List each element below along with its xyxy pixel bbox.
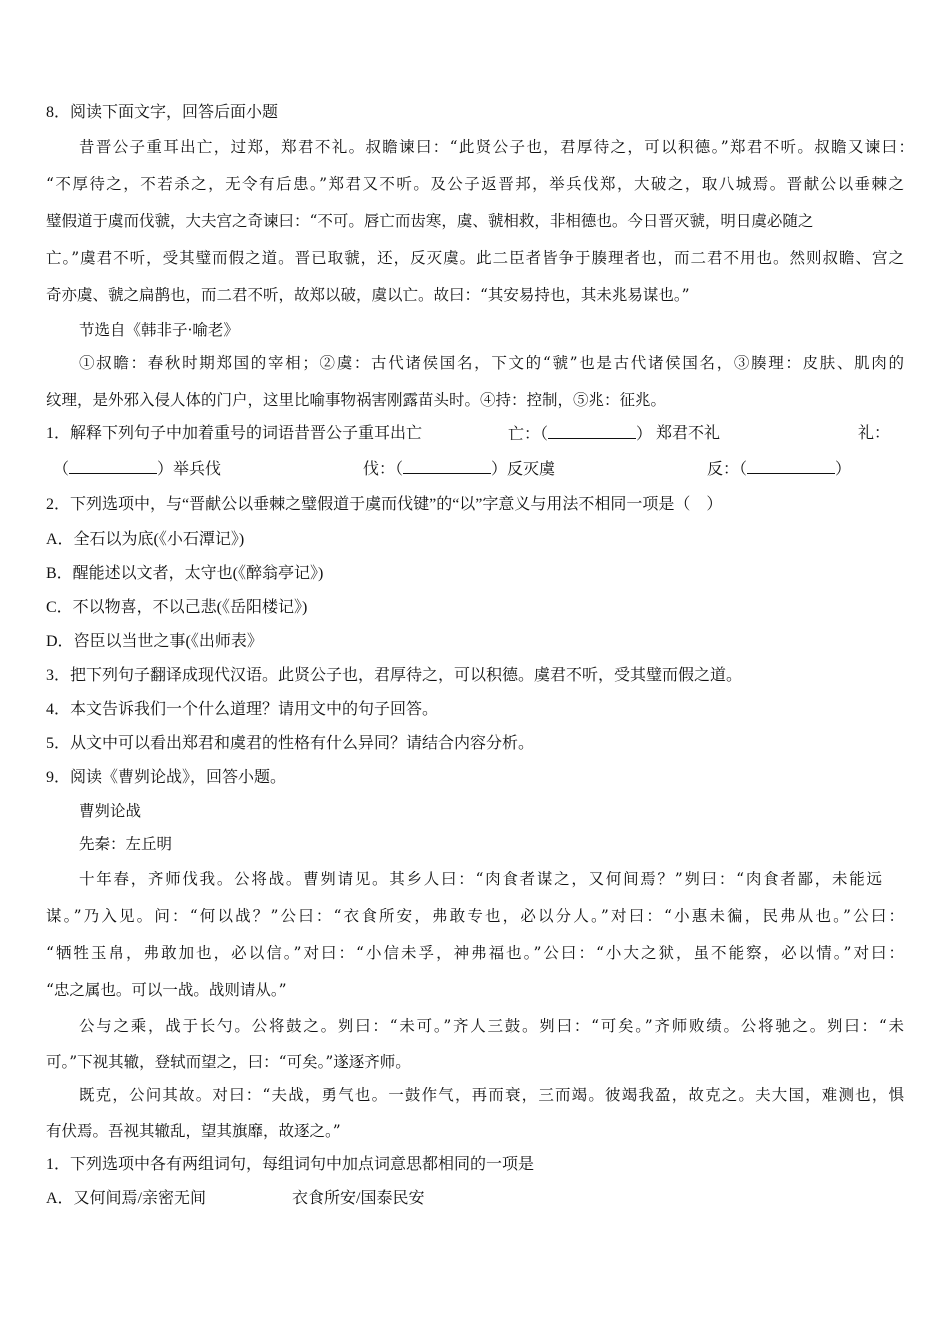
q9-sub1-option-a[interactable]: A．又何间焉/亲密无间 [46,1190,207,1207]
q9-sub1-option-a-pair: 衣食所安/国泰民安 [292,1190,425,1207]
q8-passage-line: 奇亦虞、虢之扁鹊也，而二君不听，故郑以破，虞以亡。故曰：“其安易持也，其未兆易谋也。” [46,286,690,304]
q8-notes-line: 纹理，是外邪入侵人体的门户，这里比喻事物祸害刚露苗头时。④持：控制，⑤兆：征兆。 [46,391,667,409]
answer-blank[interactable] [747,459,835,474]
q8-sub5: 5．从文中可以看出郑君和虞君的性格有什么异同？请结合内容分析。 [46,735,535,752]
q8-sub1-blank2: （ ）举兵伐 [53,461,222,478]
q8-sub1-blank1: 亡：（ ） [508,426,653,443]
answer-blank[interactable] [69,459,157,474]
q8-sub1-stem: 1．解释下列句子中加着重号的词语昔晋公子重耳出亡 [46,425,423,442]
q9-passage-line: 既克，公问其故。对曰：“夫战，勇气也。一鼓作气，再而衰，三而竭。彼竭我盈，故克之。夫大国，难测也，惧 [79,1086,904,1104]
q8-sub4: 4．本文告诉我们一个什么道理？请用文中的句子回答。 [46,701,439,718]
q8-sub2-option[interactable]: B．醒能述以文者，太守也(《醉翁亭记》) [46,565,324,582]
q8-source: 节选自《韩非子·喻老》 [79,321,239,339]
q8-sub2-option[interactable]: A．全石以为底(《小石潭记》) [46,531,245,548]
q9-passage-line: “忠之属也。可以一战。战则请从。” [46,981,287,999]
q8-sub3: 3．把下列句子翻译成现代汉语。此贤公子也，君厚待之，可以积德。虞君不听，受其璧而假之道。 [46,667,743,684]
q9-passage-line: “牺牲玉帛，弗敢加也，必以信。”对曰：“小信未孚，神弗福也。”公曰：“小大之狱，虽不能察，必以情。”对曰： [46,944,904,962]
q8-passage-line: “不厚待之，不若杀之，无令有后患。”郑君又不听。及公子返晋邦，举兵伐郑，大破之，取八城焉。晋献公以垂棘之 [46,175,904,193]
q8-passage-line: 璧假道于虞而伐虢，大夫宫之奇谏曰：“不可。唇亡而齿寒，虞、虢相救，非相德也。今日晋灭虢，明日虞必随之 [46,212,814,230]
q9-passage-line: 谋。”乃入见。问：“何以战？”公曰：“衣食所安，弗敢专也，必以分人。”对曰：“小惠未徧，民弗从也。”公曰： [46,907,904,925]
q8-sub1-blank4: 反：（ ） [707,461,852,478]
q8-sub1-text: 郑君不礼 [656,425,721,442]
answer-blank[interactable] [548,424,636,439]
q9-sub1-stem: 1．下列选项中各有两组词句，每组词句中加点词意思都相同的一项是 [46,1156,535,1173]
answer-blank[interactable] [403,459,491,474]
q9-passage-line: 有伏焉。吾视其辙乱，望其旗靡，故逐之。” [46,1122,341,1140]
q8-sub2-option[interactable]: D．咨臣以当世之事(《出师表》 [46,633,263,650]
q8-notes-line: ①叔瞻：春秋时期郑国的宰相；②虞：古代诸侯国名，下文的“虢”也是古代诸侯国名，③腠理：皮肤、肌肉的 [79,354,904,372]
q8-passage-line: 昔晋公子重耳出亡，过郑，郑君不礼。叔瞻谏曰：“此贤公子也，君厚待之，可以积德。”郑君不听。叔瞻又谏曰： [79,138,914,156]
q9-title: 曹刿论战 [79,802,142,820]
q8-heading: 8．阅读下面文字，回答后面小题 [46,104,279,121]
q8-sub1-label: 礼： [858,425,891,442]
q9-passage-line: 十年春，齐师伐我。公将战。曹刿请见。其乡人曰：“肉食者谋之，又何间焉？”刿曰：“肉食者鄙，未能远 [79,870,882,888]
q9-author: 先秦：左丘明 [79,835,173,853]
q8-sub2-option[interactable]: C．不以物喜，不以己悲(《岳阳楼记》) [46,599,308,616]
q9-passage-line: 可。”下视其辙，登轼而望之，曰：“可矣。”遂逐齐师。 [46,1053,411,1071]
q9-passage-line: 公与之乘，战于长勺。公将鼓之。刿曰：“未可。”齐人三鼓。刿曰：“可矣。”齐师败绩。公将驰之。刿曰：“未 [79,1017,904,1035]
q8-passage-line: 亡。”虞君不听，受其璧而假之道。晋已取虢，还，反灭虞。此二臣者皆争于腠理者也，而二君不用也。然则叔瞻、宫之 [46,249,904,267]
q9-heading: 9．阅读《曹刿论战》，回答小题。 [46,769,287,786]
q8-sub1-blank3: 伐：（ ）反灭虞 [363,461,556,478]
q8-sub2-stem: 2．下列选项中，与“晋献公以垂棘之璧假道于虞而伐键”的“以”字意义与用法不相同一项是（ ） [46,496,723,513]
